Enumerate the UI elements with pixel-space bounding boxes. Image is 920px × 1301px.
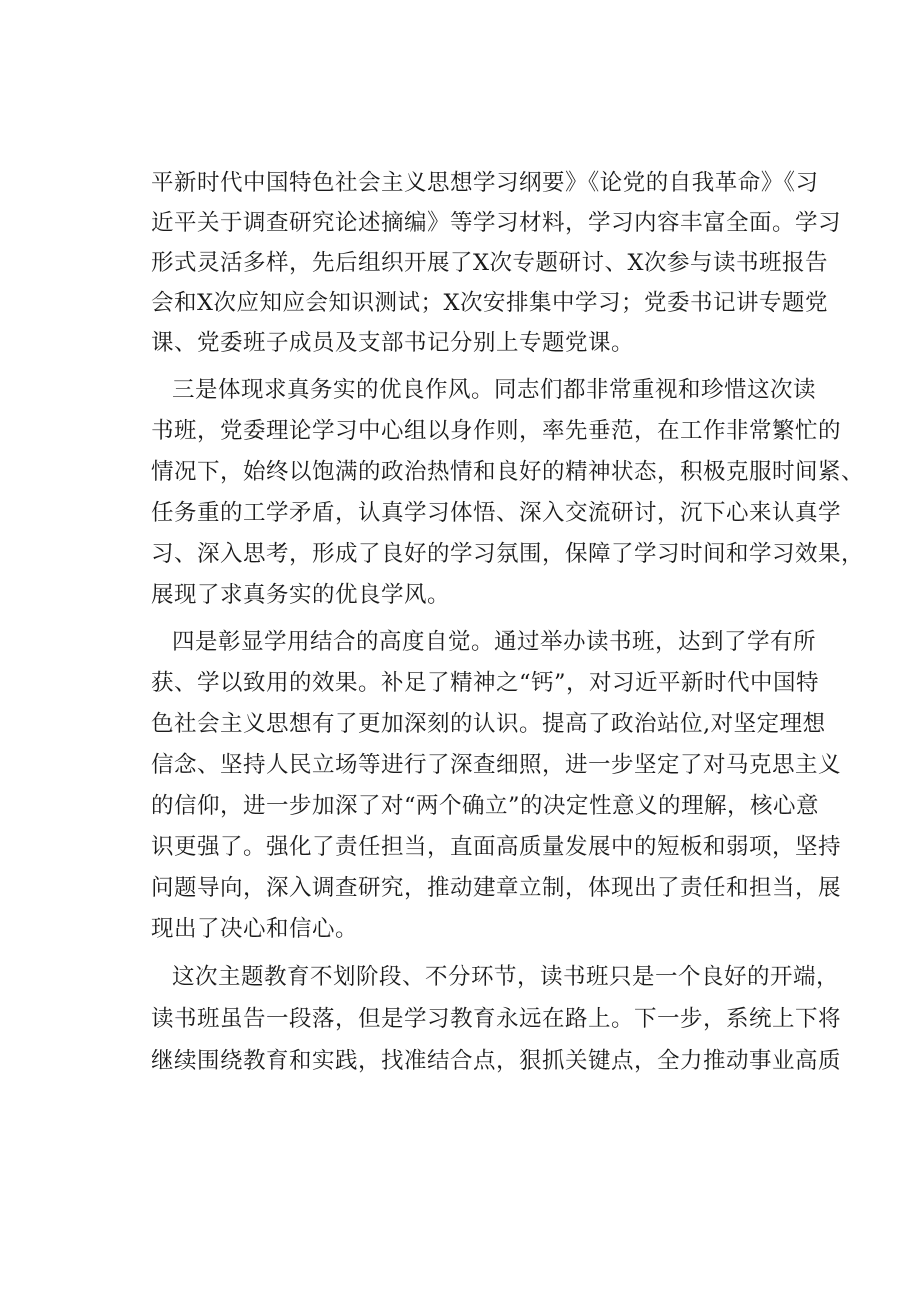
- text-line: 课、党委班子成员及支部书记分别上专题党课。: [151, 330, 635, 356]
- text-line: 形式灵活多样，先后组织开展了X次专题研讨、X次参与读书班报告: [151, 250, 829, 276]
- text-line: 书班，党委理论学习中心组以身作则，率先垂范，在工作非常繁忙的: [151, 418, 842, 444]
- text-line: 现出了决心和信心。: [151, 916, 359, 942]
- paragraph-first-line: 三是体现求真务实的优良作风。同志们都非常重视和珍惜这次读: [172, 377, 817, 403]
- text-line: 读书班虽告一段落，但是学习教育永远在路上。下一步，系统上下将: [151, 1006, 842, 1032]
- text-line: 任务重的工学矛盾，认真学习体悟、深入交流研讨，沉下心来认真学: [151, 500, 842, 526]
- text-line: 色社会主义思想有了更加深刻的认识。提高了政治站位,对坚定理想: [151, 711, 826, 737]
- text-line: 识更强了。强化了责任担当，直面高质量发展中的短板和弱项，坚持: [151, 834, 842, 860]
- text-line: 情况下，始终以饱满的政治热情和良好的精神状态，积极克服时间紧、: [151, 459, 865, 485]
- paragraph-first-line: 四是彰显学用结合的高度自觉。通过举办读书班，达到了学有所: [172, 629, 817, 655]
- paragraph-first-line: 这次主题教育不划阶段、不分环节，读书班只是一个良好的开端，: [172, 964, 840, 990]
- text-line: 问题导向，深入调查研究，推动建章立制，体现出了责任和担当，展: [151, 875, 842, 901]
- text-line: 获、学以致用的效果。补足了精神之“钙”，对习近平新时代中国特: [151, 670, 820, 696]
- text-line: 信念、坚持人民立场等进行了深查细照，进一步坚定了对马克思主义: [151, 752, 842, 778]
- text-line: 平新时代中国特色社会主义思想学习纲要》《论党的自我革命》《习: [151, 170, 819, 196]
- text-line: 习、深入思考，形成了良好的学习氛围，保障了学习时间和学习效果，: [151, 541, 865, 567]
- text-line: 会和X次应知应会知识测试；X次安排集中学习；党委书记讲专题党: [151, 290, 829, 316]
- text-line: 近平关于调查研究论述摘编》等学习材料，学习内容丰富全面。学习: [151, 210, 842, 236]
- text-line: 继续围绕教育和实践，找准结合点，狠抓关键点，全力推动事业高质: [151, 1048, 842, 1074]
- text-line: 的信仰，进一步加深了对“两个确立”的决定性意义的理解，核心意: [151, 793, 820, 819]
- text-line: 展现了求真务实的优良学风。: [151, 582, 451, 608]
